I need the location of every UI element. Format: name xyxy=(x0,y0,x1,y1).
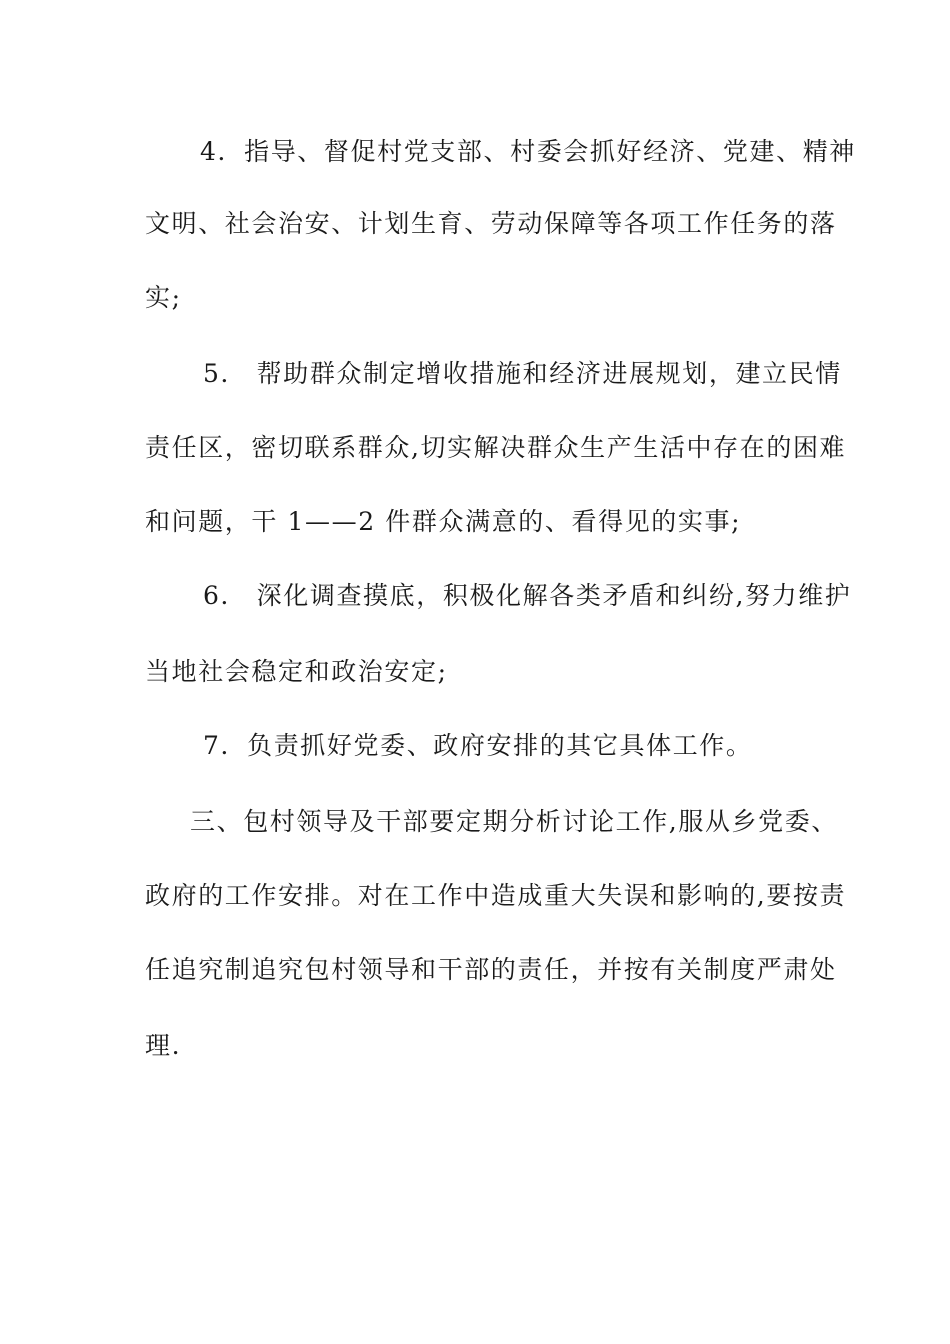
item-5-line-1: 5． 帮助群众制定增收措施和经济进展规划，建立民情 xyxy=(203,359,842,388)
item-4-line-3: 实; xyxy=(145,283,182,312)
section-3-line-1: 三、包村领导及干部要定期分析讨论工作,服从乡党委、 xyxy=(190,807,838,836)
item-7-line-1: 7．负责抓好党委、政府安排的其它具体工作。 xyxy=(203,731,753,760)
section-3-line-4: 理. xyxy=(145,1031,182,1060)
section-3-line-2: 政府的工作安排。对在工作中造成重大失误和影响的,要按责 xyxy=(145,881,847,910)
item-6-line-1: 6． 深化调查摸底，积极化解各类矛盾和纠纷,努力维护 xyxy=(203,581,852,610)
item-6-line-2: 当地社会稳定和政治安定; xyxy=(145,657,448,686)
item-5-line-3: 和问题，干 1——2 件群众满意的、看得见的实事; xyxy=(145,507,742,536)
item-4-line-2: 文明、社会治安、计划生育、劳动保障等各项工作任务的落 xyxy=(145,209,837,238)
item-4-line-1: 4．指导、督促村党支部、村委会抓好经济、党建、精神 xyxy=(200,137,856,166)
item-5-line-2: 责任区，密切联系群众,切实解决群众生产生活中存在的困难 xyxy=(145,433,847,462)
section-3-line-3: 任追究制追究包村领导和干部的责任，并按有关制度严肃处 xyxy=(145,955,837,984)
